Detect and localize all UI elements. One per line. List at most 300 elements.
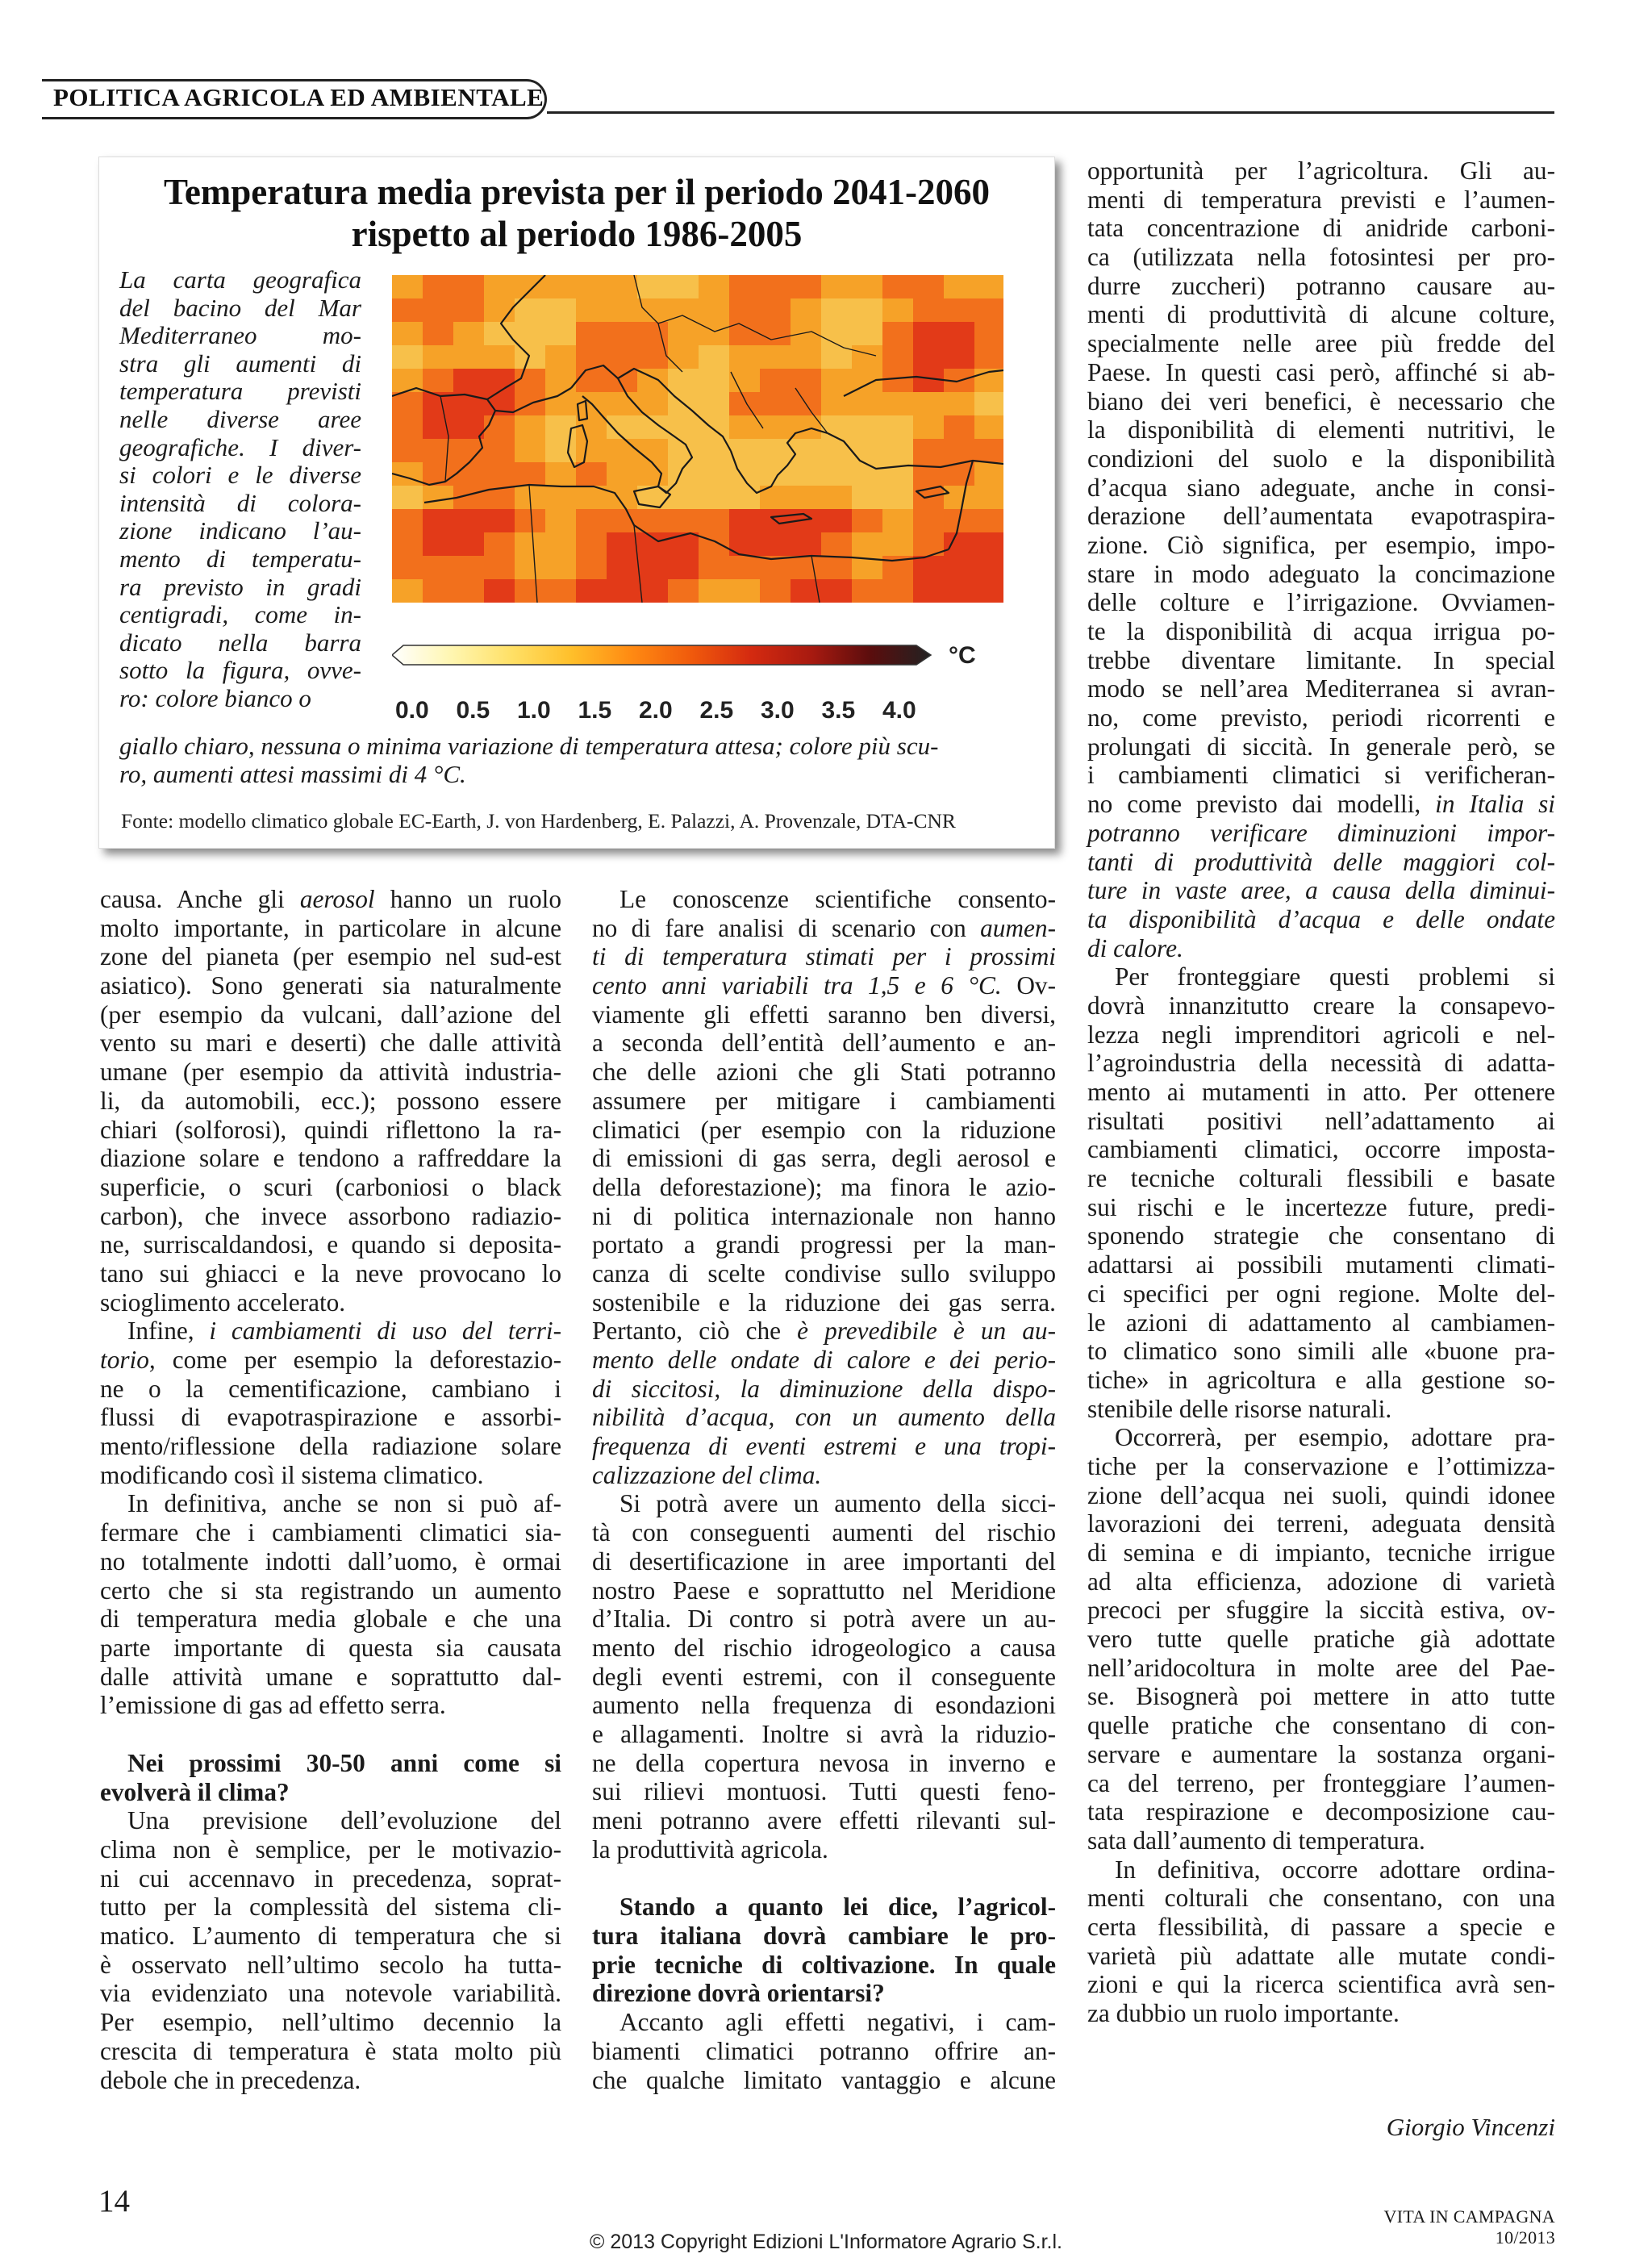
text-line: aumento nella frequenza di esondazioni bbox=[592, 1691, 1056, 1720]
map-cell bbox=[944, 556, 975, 580]
map-cell bbox=[423, 345, 454, 369]
text-line: Paese. In questi casi però, affinché si ab- bbox=[1087, 357, 1555, 386]
text-line: di calore. bbox=[1087, 933, 1183, 962]
text-line: fermare che i cambiamenti climatici sia- bbox=[100, 1518, 561, 1547]
map-cell bbox=[668, 462, 699, 486]
colorbar-tick-label: 2.0 bbox=[639, 697, 673, 724]
map-cell bbox=[484, 509, 515, 533]
map-cell bbox=[821, 556, 853, 580]
map-cell bbox=[974, 298, 1003, 323]
map-cell bbox=[423, 509, 454, 533]
map-cell bbox=[913, 298, 945, 323]
text-line: la disponibilità di elementi nutritivi, le bbox=[1087, 415, 1555, 445]
map-cell bbox=[699, 509, 730, 533]
header-rule bbox=[547, 111, 1554, 114]
map-cell bbox=[760, 298, 791, 323]
text-line: la produttività agricola. bbox=[592, 1834, 828, 1864]
map-cell bbox=[668, 579, 699, 603]
map-cell bbox=[791, 345, 822, 369]
map-cell bbox=[668, 509, 699, 533]
map-cell bbox=[545, 509, 577, 533]
text-line: precoci per sfuggire la siccità estiva, ov- bbox=[1087, 1596, 1555, 1625]
map-cell bbox=[637, 415, 669, 440]
map-cell bbox=[974, 345, 1003, 369]
map-cell bbox=[423, 322, 454, 346]
text-line: modificando così il sistema climatico. bbox=[100, 1460, 484, 1489]
colorbar-tick-label: 2.5 bbox=[699, 697, 734, 724]
map-cell bbox=[944, 415, 975, 440]
text-line: ca (utilizzata nella fotosintesi per pro- bbox=[1087, 243, 1555, 272]
text-line: tata respirazione e decomposizione cau- bbox=[1087, 1797, 1555, 1826]
text-line: tata concentrazione di anidride carboni- bbox=[1087, 214, 1555, 243]
map-cell bbox=[882, 486, 914, 510]
map-cell bbox=[484, 462, 515, 486]
text-line: risultati positivi nell’adattamento ai bbox=[1087, 1106, 1555, 1135]
map-cell bbox=[852, 415, 883, 440]
text-line: tiche» in agricoltura e alla gestione so- bbox=[1087, 1365, 1555, 1394]
map-cell bbox=[576, 579, 607, 603]
map-cell bbox=[607, 486, 638, 510]
map-cell bbox=[637, 462, 669, 486]
colorbar-tick-label: 1.5 bbox=[578, 697, 612, 724]
map-cell bbox=[392, 345, 423, 369]
map-cell bbox=[974, 556, 1003, 580]
map-cell bbox=[423, 415, 454, 440]
text-line: In definitiva, anche se non si può af- bbox=[127, 1489, 561, 1518]
map-cell bbox=[392, 298, 423, 323]
text-line: di desertificazione in aree importanti del bbox=[592, 1546, 1056, 1576]
map-cell bbox=[423, 556, 454, 580]
section-label: POLITICA AGRICOLA ED AMBIENTALE bbox=[53, 83, 544, 111]
text-line: sostenibile e la riduzione dei gas serra. bbox=[592, 1288, 1056, 1317]
map-cell bbox=[392, 579, 423, 603]
map-cell bbox=[974, 415, 1003, 440]
text-line: debole che in precedenza. bbox=[100, 2065, 361, 2094]
map-cell bbox=[760, 322, 791, 346]
map-cell bbox=[821, 486, 853, 510]
map-cell bbox=[760, 532, 791, 557]
text-line: dovrà innanzitutto creare la consapevo- bbox=[1087, 991, 1555, 1020]
map-cell bbox=[545, 556, 577, 580]
map-cell bbox=[668, 532, 699, 557]
text-line: ti di temperatura stimati per i prossimi bbox=[592, 942, 1056, 971]
text-line: te la disponibilità di acqua irrigua po- bbox=[1087, 617, 1555, 645]
subheading-line: Nei prossimi 30-50 anni come si bbox=[127, 1748, 561, 1777]
text-line: tutto per la complessità del sistema cli- bbox=[100, 1893, 561, 1922]
text-line: lavorazioni dei terreni, adeguata densità bbox=[1087, 1509, 1555, 1538]
map-cell bbox=[637, 532, 669, 557]
caption-line: ra previsto in gradi bbox=[119, 572, 361, 601]
map-temperature-cells bbox=[392, 275, 1003, 603]
map-cell bbox=[637, 322, 669, 346]
colorbar-gradient bbox=[392, 645, 931, 665]
map-cell bbox=[791, 369, 822, 393]
map-cell bbox=[484, 369, 515, 393]
map-cell bbox=[423, 369, 454, 393]
text-line: tanti di produttività delle maggiori col- bbox=[1087, 847, 1555, 876]
map-cell bbox=[699, 486, 730, 510]
text-line: za dubbio un ruolo importante. bbox=[1087, 1999, 1400, 2027]
map-cell bbox=[545, 439, 577, 463]
text-line: ne o la cementificazione, cambiano i bbox=[100, 1374, 561, 1403]
caption-line: intensità di colora- bbox=[119, 488, 361, 517]
map-cell bbox=[699, 298, 730, 323]
text-line: re tecniche colturali flessibili e basate bbox=[1087, 1164, 1555, 1193]
text-line: sui rilievi montuosi. Tutti questi feno- bbox=[592, 1777, 1056, 1806]
map-cell bbox=[974, 579, 1003, 603]
text-line: ne, surriscaldandosi, e quando si deposita- bbox=[100, 1230, 561, 1259]
text-line: menti colturali che consentano, con una bbox=[1087, 1884, 1555, 1913]
text-line: che qualche limitato vantaggio e alcune bbox=[592, 2065, 1056, 2094]
text-line: le azioni di adattamento al cambiamen- bbox=[1087, 1308, 1555, 1337]
map-cell bbox=[913, 345, 945, 369]
text-line: d’acqua siano adeguate, anche in consi- bbox=[1087, 473, 1555, 502]
map-cell bbox=[668, 345, 699, 369]
text-line: ca del terreno, per fronteggiare l’aumen- bbox=[1087, 1768, 1555, 1797]
text-line: umane (per esempio da attività industria- bbox=[100, 1058, 561, 1087]
text-line: nibilità d’acqua, con un aumento della bbox=[592, 1403, 1056, 1432]
subheading-line: Stando a quanto lei dice, l’agricol- bbox=[620, 1893, 1056, 1922]
map-cell bbox=[453, 532, 485, 557]
caption-line: mento di temperatu- bbox=[119, 544, 361, 573]
text-line: quelle pratiche che consentano di con- bbox=[1087, 1711, 1555, 1740]
map-cell bbox=[944, 532, 975, 557]
text-line: Occorrerà, per esempio, adottare pra- bbox=[1115, 1423, 1555, 1452]
map-cell bbox=[821, 369, 853, 393]
map-cell bbox=[515, 462, 546, 486]
map-cell bbox=[545, 298, 577, 323]
map-cell bbox=[974, 322, 1003, 346]
text-line: sponendo strategie che consentano di bbox=[1087, 1221, 1555, 1250]
map-cell bbox=[821, 532, 853, 557]
map-cell bbox=[423, 439, 454, 463]
text-line: tiche per la conservazione e l’ottimizza- bbox=[1087, 1451, 1555, 1480]
figure-title-line-1: Temperatura media prevista per il periodo 2041-2060 bbox=[163, 172, 991, 212]
map-cell bbox=[913, 556, 945, 580]
map-cell bbox=[821, 275, 853, 299]
map-cell bbox=[515, 532, 546, 557]
colorbar-tick-label: 3.0 bbox=[761, 697, 795, 724]
map-cell bbox=[392, 275, 423, 299]
caption-line: centigradi, come in- bbox=[119, 600, 361, 629]
paragraph-gap bbox=[592, 1864, 1056, 1893]
map-cell bbox=[974, 509, 1003, 533]
map-cell bbox=[821, 415, 853, 440]
map-cell bbox=[607, 556, 638, 580]
colorbar-tick-label: 1.0 bbox=[517, 697, 551, 724]
text-line: In definitiva, occorre adottare ordina- bbox=[1115, 1855, 1555, 1884]
text-line: Accanto agli effetti negativi, i cam- bbox=[620, 2008, 1056, 2037]
map-cell bbox=[545, 486, 577, 510]
colorbar-ticks bbox=[395, 697, 916, 724]
map-cell bbox=[913, 392, 945, 416]
text-line: zione dell’acqua nei suoli, quindi idonee bbox=[1087, 1480, 1555, 1509]
map-cell bbox=[423, 579, 454, 603]
text-line: Per fronteggiare questi problemi si bbox=[1115, 962, 1555, 991]
map-cell bbox=[515, 556, 546, 580]
text-line: superficie, o scuri (carboniosi o black bbox=[100, 1172, 561, 1201]
text-line: Infine, i cambiamenti di uso del terri- bbox=[127, 1317, 561, 1346]
text-line: opportunità per l’agricoltura. Gli au- bbox=[1087, 157, 1555, 185]
text-line: ne della copertura nevosa in inverno e bbox=[592, 1748, 1056, 1777]
map-cell bbox=[423, 298, 454, 323]
map-cell bbox=[576, 462, 607, 486]
map-cell bbox=[668, 275, 699, 299]
text-line: tà con conseguenti aumenti del rischio bbox=[592, 1518, 1056, 1547]
map-cell bbox=[576, 298, 607, 323]
map-cell bbox=[729, 369, 761, 393]
colorbar-tick-label: 4.0 bbox=[882, 697, 916, 724]
map-cell bbox=[974, 275, 1003, 299]
map-cell bbox=[545, 579, 577, 603]
map-cell bbox=[392, 532, 423, 557]
text-line: asiatico). Sono generati sia naturalmente bbox=[100, 971, 561, 1000]
map-cell bbox=[729, 345, 761, 369]
map-cell bbox=[576, 556, 607, 580]
text-line: no come previsto dai modelli, in Italia si bbox=[1087, 790, 1556, 819]
text-line: ni cui accennavo in precedenza, soprat- bbox=[100, 1864, 561, 1893]
caption-line: del bacino del Mar bbox=[119, 293, 361, 322]
map-cell bbox=[729, 415, 761, 440]
map-cell bbox=[944, 486, 975, 510]
map-cell bbox=[760, 415, 791, 440]
text-line: Pertanto, ciò che è prevedibile è un au- bbox=[592, 1317, 1056, 1346]
map-cell bbox=[607, 579, 638, 603]
text-line: trebbe diventare limitante. In special bbox=[1087, 645, 1555, 674]
text-line: assumere per mitigare i cambiamenti bbox=[592, 1086, 1056, 1115]
map-cell bbox=[729, 486, 761, 510]
map-cell bbox=[852, 345, 883, 369]
map-cell bbox=[944, 579, 975, 603]
text-line: meni potranno avere effetti rilevanti sul- bbox=[592, 1806, 1056, 1834]
map-cell bbox=[699, 556, 730, 580]
map-cell bbox=[699, 462, 730, 486]
map-cell bbox=[913, 275, 945, 299]
map-cell bbox=[607, 275, 638, 299]
text-line: li, da automobili, ecc.); possono essere bbox=[100, 1086, 561, 1115]
map-cell bbox=[821, 509, 853, 533]
text-line: se. Bisognerà poi mettere in atto tutte bbox=[1087, 1682, 1555, 1711]
map-cell bbox=[576, 369, 607, 393]
map-cell bbox=[515, 345, 546, 369]
text-line: calizzazione del clima. bbox=[592, 1460, 822, 1489]
map-cell bbox=[852, 392, 883, 416]
map-cell bbox=[392, 322, 423, 346]
text-line: è osservato nell’ultimo secolo ha tutta- bbox=[100, 1950, 561, 1979]
colorbar-unit: °C bbox=[949, 642, 976, 669]
map-cell bbox=[729, 298, 761, 323]
text-line: molto importante, in particolare in alcune bbox=[100, 913, 561, 942]
text-line: Si potrà avere un aumento della sicci- bbox=[620, 1489, 1056, 1518]
map-cell bbox=[974, 486, 1003, 510]
map-cell bbox=[484, 579, 515, 603]
map-cell bbox=[515, 369, 546, 393]
map-cell bbox=[668, 486, 699, 510]
map-cell bbox=[484, 532, 515, 557]
subheading-line: tura italiana dovrà cambiare le pro- bbox=[592, 1922, 1056, 1951]
text-line: delle colture e l’irrigazione. Ovviamen- bbox=[1087, 588, 1555, 617]
text-line: adattarsi ai possibili mutamenti climati- bbox=[1087, 1250, 1555, 1279]
text-line: zione. Ciò significa, per esempio, impo- bbox=[1087, 530, 1555, 559]
magazine-issue: VITA IN CAMPAGNA 10/2013 bbox=[1383, 2206, 1555, 2248]
text-line: scioglimento accelerato. bbox=[100, 1288, 346, 1317]
caption-line: dicato nella barra bbox=[119, 628, 361, 657]
map-cell bbox=[882, 322, 914, 346]
map-cell bbox=[576, 439, 607, 463]
text-line: crescita di temperatura è stata molto più bbox=[100, 2036, 561, 2065]
map-cell bbox=[576, 275, 607, 299]
map-cell bbox=[576, 415, 607, 440]
map-cell bbox=[821, 298, 853, 323]
text-line: che delle azioni che gli Stati potranno bbox=[592, 1058, 1056, 1087]
map-cell bbox=[668, 556, 699, 580]
text-line: portato a grandi progressi per la man- bbox=[592, 1230, 1056, 1259]
text-line: della deforestazione); ma finora le azio- bbox=[592, 1172, 1056, 1201]
text-line: to climatico sono simili alle «buone pra- bbox=[1087, 1337, 1555, 1366]
colorbar-tick-label: 0.0 bbox=[395, 697, 429, 724]
author-signature: Giorgio Vincenzi bbox=[1386, 2113, 1555, 2141]
map-cell bbox=[913, 415, 945, 440]
map-cell bbox=[791, 556, 822, 580]
map-cell bbox=[882, 509, 914, 533]
map-cell bbox=[852, 298, 883, 323]
map-cell bbox=[392, 486, 423, 510]
map-cell bbox=[729, 556, 761, 580]
temperature-colorbar bbox=[392, 637, 1003, 734]
text-line: biamenti climatici potranno offrire an- bbox=[592, 2036, 1056, 2065]
map-cell bbox=[423, 532, 454, 557]
text-line: vero tutte quelle pratiche già adottate bbox=[1087, 1625, 1555, 1654]
map-cell bbox=[852, 509, 883, 533]
map-cell bbox=[882, 415, 914, 440]
text-line: e allagamenti. Inoltre si avrà la riduzio- bbox=[592, 1719, 1056, 1748]
text-line: no totalmente indotti dall’uomo, è ormai bbox=[100, 1546, 561, 1576]
map-cell bbox=[392, 392, 423, 416]
map-cell bbox=[392, 439, 423, 463]
text-line: climatici (per esempio con la riduzione bbox=[592, 1115, 1056, 1144]
map-cell bbox=[821, 579, 853, 603]
text-line: parte importante di questa sia causata bbox=[100, 1633, 561, 1662]
text-line: causa. Anche gli aerosol hanno un ruolo bbox=[100, 885, 561, 913]
map-cell bbox=[913, 322, 945, 346]
map-cell bbox=[944, 298, 975, 323]
map-cell bbox=[852, 462, 883, 486]
map-cell bbox=[913, 579, 945, 603]
caption-line: La carta geografica bbox=[119, 265, 361, 294]
caption-line: nelle diverse aree bbox=[119, 404, 361, 433]
map-cell bbox=[607, 345, 638, 369]
text-line: nostro Paese e soprattutto nel Meridione bbox=[592, 1576, 1056, 1605]
map-cell bbox=[515, 415, 546, 440]
map-cell bbox=[791, 275, 822, 299]
map-cell bbox=[944, 275, 975, 299]
map-cell bbox=[545, 532, 577, 557]
map-cell bbox=[545, 462, 577, 486]
map-cell bbox=[729, 275, 761, 299]
caption-line: Mediterraneo mo- bbox=[119, 321, 361, 350]
map-cell bbox=[852, 486, 883, 510]
text-line: mento delle ondate di calore e dei perio- bbox=[592, 1346, 1056, 1374]
map-cell bbox=[852, 532, 883, 557]
figure-caption-side bbox=[119, 266, 361, 713]
caption-line: zione indicano l’au- bbox=[119, 516, 361, 545]
column-1 bbox=[100, 885, 561, 2094]
text-line: tano sui ghiacci e la neve provocano lo bbox=[100, 1258, 561, 1288]
map-cell bbox=[515, 509, 546, 533]
text-line: certo che si sta registrando un aumento bbox=[100, 1576, 561, 1605]
map-cell bbox=[637, 298, 669, 323]
map-cell bbox=[821, 462, 853, 486]
map-cell bbox=[607, 298, 638, 323]
caption-line: ro, aumenti attesi massimi di 4 °C. bbox=[119, 760, 466, 788]
caption-line: stra gli aumenti di bbox=[119, 349, 361, 378]
map-cell bbox=[729, 509, 761, 533]
text-line: matico. L’aumento di temperatura che si bbox=[100, 1922, 561, 1951]
text-line: carbon), che invece assorbono radiazio- bbox=[100, 1201, 561, 1230]
page-number: 14 bbox=[98, 2184, 130, 2218]
map-cell bbox=[484, 275, 515, 299]
map-cell bbox=[453, 462, 485, 486]
text-line: flussi di evapotraspirazione e assorbi- bbox=[100, 1403, 561, 1432]
map-cell bbox=[882, 439, 914, 463]
map-cell bbox=[637, 275, 669, 299]
caption-line: temperatura previsti bbox=[119, 377, 361, 406]
map-cell bbox=[576, 509, 607, 533]
text-line: ni di politica internazionale non hanno bbox=[592, 1201, 1056, 1230]
map-cell bbox=[760, 392, 791, 416]
map-cell bbox=[760, 275, 791, 299]
text-line: mento/riflessione della radiazione solare bbox=[100, 1432, 561, 1461]
text-line: diazione solare e tendono a raffreddare la bbox=[100, 1144, 561, 1173]
map-cell bbox=[607, 532, 638, 557]
map-cell bbox=[699, 392, 730, 416]
map-cell bbox=[484, 556, 515, 580]
text-line: frequenza di eventi estremi e una tropi- bbox=[592, 1432, 1056, 1461]
text-line: servare e aumentare la sostanza organi- bbox=[1087, 1739, 1555, 1768]
map-cell bbox=[791, 439, 822, 463]
text-line: l’agroindustria della necessità di adatta- bbox=[1087, 1049, 1555, 1078]
text-line: d’Italia. Di contro si potrà avere un au- bbox=[592, 1605, 1056, 1634]
map-cell bbox=[791, 462, 822, 486]
text-line: degli eventi estremi, con il conseguente bbox=[592, 1662, 1056, 1691]
text-line: ta disponibilità d’acqua e delle ondate bbox=[1087, 904, 1555, 933]
text-line: stenibile delle risorse naturali. bbox=[1087, 1394, 1392, 1423]
text-line: no, come previsto, periodi ricorrenti e bbox=[1087, 703, 1555, 732]
column-2 bbox=[592, 885, 1056, 2094]
text-line: Le conoscenze scientifiche consento- bbox=[620, 885, 1056, 913]
map-cell bbox=[944, 439, 975, 463]
text-line: sui rischi e le incertezze future, predi- bbox=[1087, 1192, 1555, 1221]
text-line: menti di temperatura previsti e l’aumen- bbox=[1087, 185, 1555, 214]
map-cell bbox=[484, 322, 515, 346]
map-cell bbox=[699, 415, 730, 440]
text-line: di siccitosi, la diminuzione della dispo- bbox=[592, 1374, 1056, 1403]
text-line: potranno verificare diminuzioni impor- bbox=[1087, 818, 1555, 847]
text-line: zone del pianeta (per esempio nel sud-est bbox=[100, 942, 561, 971]
map-cell bbox=[453, 322, 485, 346]
map-cell bbox=[607, 462, 638, 486]
map-cell bbox=[515, 439, 546, 463]
text-line: torio, come per esempio la deforestazio- bbox=[100, 1346, 561, 1374]
text-line: no di fare analisi di scenario con aumen- bbox=[592, 913, 1056, 942]
text-line: Una previsione dell’evoluzione del bbox=[127, 1806, 561, 1835]
text-line: di emissioni di gas serra, degli aerosol e bbox=[592, 1144, 1056, 1173]
map-cell bbox=[453, 298, 485, 323]
column-3 bbox=[1087, 157, 1555, 2028]
map-cell bbox=[760, 345, 791, 369]
text-line: biano dei veri benefici, è necessario che bbox=[1087, 386, 1555, 415]
paragraph-gap bbox=[100, 1720, 561, 1749]
